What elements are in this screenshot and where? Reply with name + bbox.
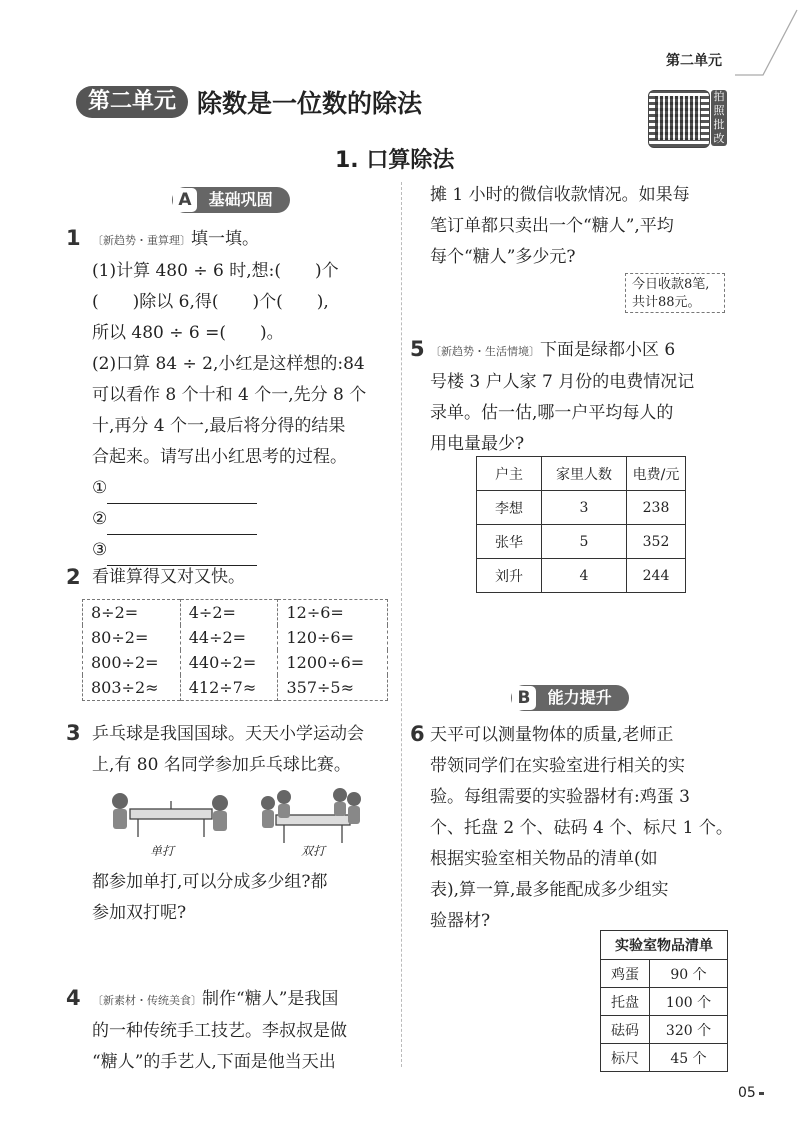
- page-number: 05: [738, 1085, 756, 1101]
- table-header: 家里人数: [542, 457, 627, 491]
- unit-badge-text: 第二单元: [87, 89, 176, 114]
- q1-step-2[interactable]: ②: [92, 504, 392, 535]
- calc-cell: 412÷7≈: [180, 675, 278, 701]
- q4-line2: 的一种传统手工技艺。李叔叔是做: [92, 1021, 347, 1041]
- q5-line1: 下面是绿都小区 6: [540, 340, 676, 360]
- header-unit-label: 第二单元: [666, 53, 722, 69]
- q4-line3: “糖人”的手艺人,下面是他当天出: [92, 1052, 336, 1072]
- q5-tag: 〔新趋势・生活情境〕: [430, 345, 540, 358]
- q4-number: 4: [66, 986, 81, 1010]
- q6-line5: 根据实验室相关物品的清单(如: [430, 849, 658, 869]
- q1-p2-line1: (2)口算 84 ÷ 2,小红是这样想的:84: [92, 354, 365, 374]
- q1-p2-line4: 合起来。请写出小红思考的过程。: [92, 447, 347, 467]
- q1-p1-line2: ( )除以 6,得( )个( ),: [92, 292, 329, 312]
- q4-note-box: [625, 273, 725, 313]
- q3-block: [92, 719, 392, 781]
- q5-line4: 用电量最少?: [430, 434, 525, 454]
- q6-inventory-table: [600, 930, 728, 1072]
- calc-cell: 357÷5≈: [278, 675, 388, 701]
- q1-number: 1: [66, 226, 81, 250]
- q4-note-line1: 今日收款8笔,: [632, 277, 710, 292]
- section-b-label: 能力提升: [547, 688, 612, 707]
- page-number-dot: [759, 1092, 764, 1095]
- q4-line6: 每个“糖人”多少元?: [430, 247, 576, 267]
- section-a-label: 基础巩固: [208, 190, 273, 209]
- lesson-title: 1. 口算除法: [335, 148, 455, 173]
- q2-calc-grid: [82, 599, 388, 701]
- q4-tag: 〔新素材・传统美食〕: [92, 994, 202, 1007]
- section-b-badge: [511, 685, 629, 711]
- unit-badge: [76, 86, 188, 118]
- calc-cell: 12÷6=: [278, 600, 388, 626]
- q1-tag: 〔新趋势・重算理〕: [92, 234, 191, 247]
- table-row: 托盘 100 个: [601, 988, 728, 1016]
- q4-note-line2: 共计88元。: [632, 295, 701, 310]
- table-row: 标尺 45 个: [601, 1044, 728, 1072]
- q5-line2: 号楼 3 户人家 7 月份的电费情况记: [430, 372, 695, 392]
- q6-block: [430, 720, 740, 937]
- q4-block-left: [92, 984, 396, 1078]
- q4-line4: 摊 1 小时的微信收款情况。如果每: [430, 185, 690, 205]
- table-header: 电费/元: [627, 457, 686, 491]
- q5-block: [430, 335, 740, 460]
- q3-number: 3: [66, 721, 81, 745]
- q4-line5: 笔订单都只卖出一个“糖人”,平均: [430, 216, 674, 236]
- corner-decoration: [735, 0, 800, 80]
- q4-line1: 制作“糖人”是我国: [202, 989, 339, 1009]
- section-b-letter: B: [512, 686, 536, 710]
- q5-line3: 录单。估一估,哪一户平均每人的: [430, 403, 674, 423]
- chapter-title: 除数是一位数的除法: [197, 89, 423, 118]
- calc-cell: 1200÷6=: [278, 650, 388, 675]
- label-double: 双打: [301, 844, 326, 858]
- q2-text: 看谁算得又对又快。: [92, 567, 245, 587]
- q1-p2-line3: 十,再分 4 个一,最后将分得的结果: [92, 416, 346, 436]
- q6-line4: 个、托盘 2 个、砝码 4 个、标尺 1 个。: [430, 818, 733, 838]
- qr-code-icon[interactable]: [648, 90, 710, 148]
- inventory-title: 实验室物品清单: [601, 931, 728, 960]
- table-row: 刘升 4 244: [477, 559, 686, 593]
- q3-line2: 上,有 80 名同学参加乒乓球比赛。: [92, 755, 351, 775]
- q6-line6: 表),算一算,最多能配成多少组实: [430, 880, 669, 900]
- q3-line3: 都参加单打,可以分成多少组?都: [92, 872, 328, 892]
- column-divider: [401, 182, 402, 1067]
- calc-cell: 8÷2=: [91, 603, 139, 622]
- q1-p2-line2: 可以看作 8 个十和 4 个一,先分 8 个: [92, 385, 367, 405]
- table-row: 张华 5 352: [477, 525, 686, 559]
- ping-pong-illustration: [108, 787, 368, 859]
- table-row: 砝码 320 个: [601, 1016, 728, 1044]
- q1-block: [92, 224, 392, 566]
- q3-question: [92, 867, 392, 929]
- q4-block-right: [430, 180, 740, 273]
- section-a-badge: [172, 187, 290, 213]
- calc-cell: 80÷2=: [91, 628, 149, 647]
- table-row: 李想 3 238: [477, 491, 686, 525]
- q1-p1-line1: (1)计算 480 ÷ 6 时,想:( )个: [92, 261, 339, 281]
- q6-line2: 带领同学们在实验室进行相关的实: [430, 756, 685, 776]
- label-single: 单打: [150, 844, 175, 858]
- section-a-letter: A: [173, 188, 197, 212]
- q6-line1: 天平可以测量物体的质量,老师正: [430, 725, 674, 745]
- qr-side-label: 拍照批改: [711, 90, 727, 146]
- q1-p1-line3: 所以 480 ÷ 6 =( )。: [92, 323, 284, 343]
- calc-cell: 800÷2=: [91, 653, 159, 672]
- q5-electricity-table: [476, 456, 686, 593]
- calc-cell: 803÷2≈: [91, 678, 159, 697]
- q6-line3: 验。每组需要的实验器材有:鸡蛋 3: [430, 787, 690, 807]
- calc-cell: 440÷2=: [180, 650, 278, 675]
- q3-line1: 乒乓球是我国国球。天天小学运动会: [92, 724, 364, 744]
- calc-cell: 44÷2=: [180, 625, 278, 650]
- calc-cell: 120÷6=: [278, 625, 388, 650]
- q5-number: 5: [410, 337, 425, 361]
- q2-number: 2: [66, 565, 81, 589]
- q6-line7: 验器材?: [430, 911, 491, 931]
- q1-step-1[interactable]: ①: [92, 473, 392, 504]
- table-row: 鸡蛋 90 个: [601, 960, 728, 988]
- q3-line4: 参加双打呢?: [92, 903, 187, 923]
- q1-text: 填一填。: [191, 229, 259, 249]
- q1-step-3[interactable]: ③: [92, 535, 392, 566]
- q6-number: 6: [410, 722, 425, 746]
- table-header: 户主: [477, 457, 542, 491]
- calc-cell: 4÷2=: [180, 600, 278, 626]
